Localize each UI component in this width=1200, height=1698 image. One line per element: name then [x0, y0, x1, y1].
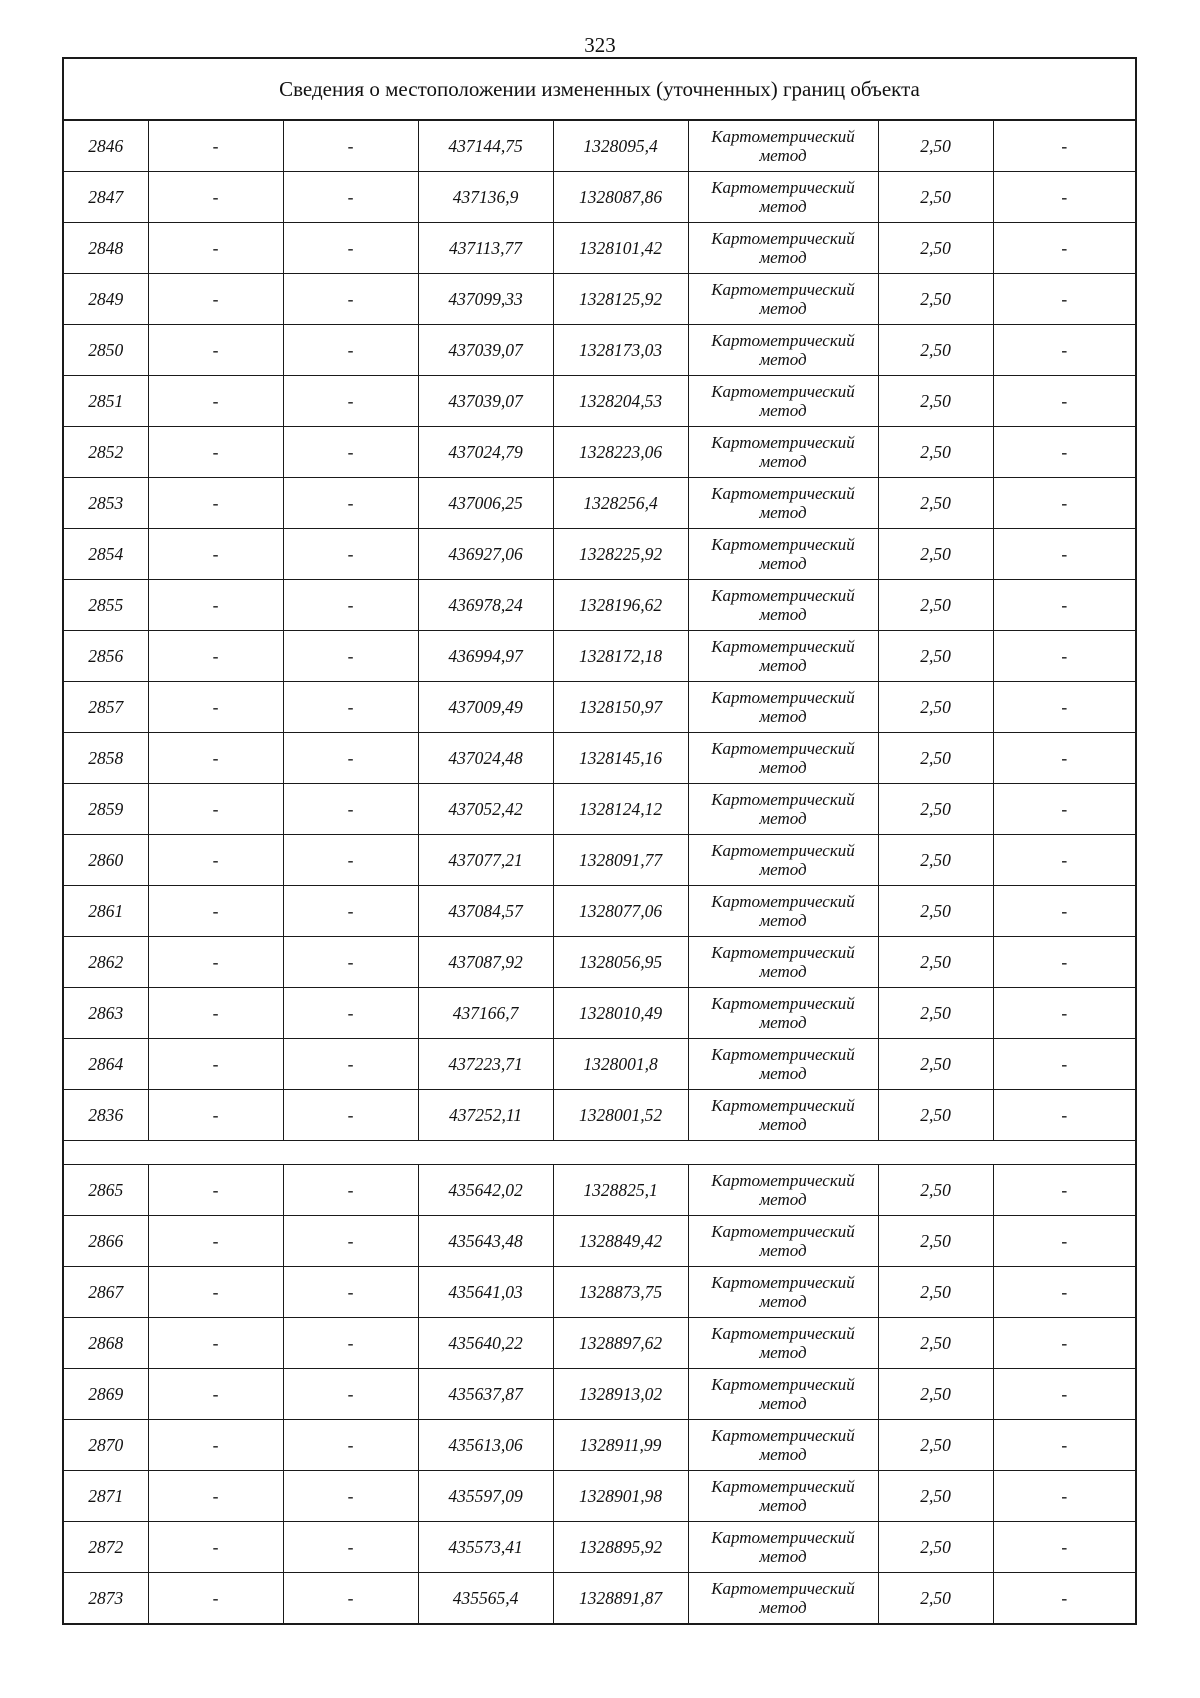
empty-dash-cell: -	[283, 427, 418, 478]
method-cell: Картометрический метод	[688, 1420, 878, 1471]
empty-dash-cell: -	[283, 376, 418, 427]
point-number-cell: 2836	[63, 1090, 148, 1141]
empty-dash-cell: -	[283, 937, 418, 988]
method-cell: Картометрический метод	[688, 478, 878, 529]
coordinate-x-cell: 437136,9	[418, 172, 553, 223]
table-row	[63, 1090, 1136, 1141]
method-cell: Картометрический метод	[688, 1573, 878, 1625]
point-number-cell: 2851	[63, 376, 148, 427]
point-number-cell: 2857	[63, 682, 148, 733]
empty-dash-cell: -	[283, 1471, 418, 1522]
coordinate-y-cell: 1328849,42	[553, 1216, 688, 1267]
empty-dash-cell: -	[283, 988, 418, 1039]
coordinate-y-cell: 1328204,53	[553, 376, 688, 427]
table-row	[63, 1369, 1136, 1420]
method-cell: Картометрический метод	[688, 325, 878, 376]
empty-dash-cell: -	[283, 1369, 418, 1420]
accuracy-cell: 2,50	[878, 1216, 993, 1267]
point-number-cell: 2855	[63, 580, 148, 631]
table-row	[63, 937, 1136, 988]
method-cell: Картометрический метод	[688, 1318, 878, 1369]
accuracy-cell: 2,50	[878, 1165, 993, 1216]
empty-dash-cell: -	[993, 274, 1136, 325]
empty-dash-cell: -	[283, 1420, 418, 1471]
group-separator-row	[63, 1141, 1136, 1165]
coordinate-x-cell: 437024,79	[418, 427, 553, 478]
empty-dash-cell: -	[993, 988, 1136, 1039]
coordinate-y-cell: 1328010,49	[553, 988, 688, 1039]
empty-dash-cell: -	[993, 580, 1136, 631]
method-cell: Картометрический метод	[688, 223, 878, 274]
point-number-cell: 2856	[63, 631, 148, 682]
table-row	[63, 1039, 1136, 1090]
empty-dash-cell: -	[148, 274, 283, 325]
empty-dash-cell: -	[148, 784, 283, 835]
method-cell: Картометрический метод	[688, 988, 878, 1039]
coordinate-y-cell: 1328172,18	[553, 631, 688, 682]
coordinate-x-cell: 437223,71	[418, 1039, 553, 1090]
page-number: 323	[584, 33, 616, 57]
accuracy-cell: 2,50	[878, 478, 993, 529]
accuracy-cell: 2,50	[878, 274, 993, 325]
coordinate-x-cell: 435643,48	[418, 1216, 553, 1267]
coordinate-y-cell: 1328056,95	[553, 937, 688, 988]
empty-dash-cell: -	[148, 631, 283, 682]
table-row	[63, 1318, 1136, 1369]
table-row	[63, 427, 1136, 478]
accuracy-cell: 2,50	[878, 1573, 993, 1625]
accuracy-cell: 2,50	[878, 937, 993, 988]
coordinate-x-cell: 437084,57	[418, 886, 553, 937]
empty-dash-cell: -	[283, 529, 418, 580]
coordinate-x-cell: 437006,25	[418, 478, 553, 529]
point-number-cell: 2852	[63, 427, 148, 478]
empty-dash-cell: -	[993, 1318, 1136, 1369]
point-number-cell: 2866	[63, 1216, 148, 1267]
coordinate-x-cell: 437039,07	[418, 376, 553, 427]
coordinate-x-cell: 435640,22	[418, 1318, 553, 1369]
empty-dash-cell: -	[993, 478, 1136, 529]
point-number-cell: 2848	[63, 223, 148, 274]
table-row	[63, 682, 1136, 733]
empty-dash-cell: -	[993, 1420, 1136, 1471]
empty-dash-cell: -	[148, 478, 283, 529]
method-cell: Картометрический метод	[688, 1165, 878, 1216]
empty-dash-cell: -	[993, 223, 1136, 274]
table-row	[63, 1267, 1136, 1318]
method-cell: Картометрический метод	[688, 529, 878, 580]
empty-dash-cell: -	[148, 1573, 283, 1625]
empty-dash-cell: -	[993, 631, 1136, 682]
coordinate-y-cell: 1328891,87	[553, 1573, 688, 1625]
empty-dash-cell: -	[148, 835, 283, 886]
empty-dash-cell: -	[283, 1039, 418, 1090]
boundary-table-container	[62, 57, 1135, 1625]
coordinate-y-cell: 1328901,98	[553, 1471, 688, 1522]
empty-dash-cell: -	[993, 1090, 1136, 1141]
method-cell: Картометрический метод	[688, 784, 878, 835]
empty-dash-cell: -	[283, 682, 418, 733]
coordinate-x-cell: 437052,42	[418, 784, 553, 835]
table-row	[63, 478, 1136, 529]
method-cell: Картометрический метод	[688, 120, 878, 172]
table-row	[63, 529, 1136, 580]
method-cell: Картометрический метод	[688, 1369, 878, 1420]
coordinate-x-cell: 437252,11	[418, 1090, 553, 1141]
coordinate-x-cell: 437166,7	[418, 988, 553, 1039]
accuracy-cell: 2,50	[878, 1522, 993, 1573]
empty-dash-cell: -	[283, 1573, 418, 1625]
coordinate-y-cell: 1328101,42	[553, 223, 688, 274]
method-cell: Картометрический метод	[688, 1522, 878, 1573]
empty-dash-cell: -	[148, 1522, 283, 1573]
empty-dash-cell: -	[993, 1039, 1136, 1090]
table-row	[63, 733, 1136, 784]
coordinate-x-cell: 435637,87	[418, 1369, 553, 1420]
empty-dash-cell: -	[283, 835, 418, 886]
empty-dash-cell: -	[993, 120, 1136, 172]
empty-dash-cell: -	[283, 274, 418, 325]
accuracy-cell: 2,50	[878, 223, 993, 274]
point-number-cell: 2861	[63, 886, 148, 937]
coordinate-x-cell: 437039,07	[418, 325, 553, 376]
coordinate-x-cell: 435573,41	[418, 1522, 553, 1573]
coordinate-x-cell: 437024,48	[418, 733, 553, 784]
table-row	[63, 1471, 1136, 1522]
empty-dash-cell: -	[148, 1090, 283, 1141]
coordinate-x-cell: 437144,75	[418, 120, 553, 172]
coordinate-y-cell: 1328077,06	[553, 886, 688, 937]
empty-dash-cell: -	[283, 784, 418, 835]
point-number-cell: 2853	[63, 478, 148, 529]
method-cell: Картометрический метод	[688, 1267, 878, 1318]
method-cell: Картометрический метод	[688, 376, 878, 427]
coordinate-x-cell: 437009,49	[418, 682, 553, 733]
empty-dash-cell: -	[993, 835, 1136, 886]
accuracy-cell: 2,50	[878, 988, 993, 1039]
method-cell: Картометрический метод	[688, 580, 878, 631]
method-cell: Картометрический метод	[688, 733, 878, 784]
table-row	[63, 1165, 1136, 1216]
point-number-cell: 2873	[63, 1573, 148, 1625]
empty-dash-cell: -	[148, 1039, 283, 1090]
point-number-cell: 2854	[63, 529, 148, 580]
coordinate-x-cell: 437087,92	[418, 937, 553, 988]
point-number-cell: 2847	[63, 172, 148, 223]
accuracy-cell: 2,50	[878, 1267, 993, 1318]
empty-dash-cell: -	[148, 1420, 283, 1471]
accuracy-cell: 2,50	[878, 835, 993, 886]
empty-dash-cell: -	[993, 1165, 1136, 1216]
method-cell: Картометрический метод	[688, 427, 878, 478]
method-cell: Картометрический метод	[688, 835, 878, 886]
empty-dash-cell: -	[993, 886, 1136, 937]
point-number-cell: 2860	[63, 835, 148, 886]
method-cell: Картометрический метод	[688, 886, 878, 937]
accuracy-cell: 2,50	[878, 1471, 993, 1522]
table-row	[63, 1573, 1136, 1625]
accuracy-cell: 2,50	[878, 784, 993, 835]
point-number-cell: 2871	[63, 1471, 148, 1522]
coordinate-y-cell: 1328223,06	[553, 427, 688, 478]
point-number-cell: 2872	[63, 1522, 148, 1573]
accuracy-cell: 2,50	[878, 733, 993, 784]
coordinate-x-cell: 437099,33	[418, 274, 553, 325]
coordinate-x-cell: 435642,02	[418, 1165, 553, 1216]
table-row	[63, 1216, 1136, 1267]
accuracy-cell: 2,50	[878, 172, 993, 223]
empty-dash-cell: -	[993, 376, 1136, 427]
coordinate-x-cell: 435641,03	[418, 1267, 553, 1318]
empty-dash-cell: -	[283, 631, 418, 682]
method-cell: Картометрический метод	[688, 172, 878, 223]
point-number-cell: 2863	[63, 988, 148, 1039]
empty-dash-cell: -	[148, 172, 283, 223]
empty-dash-cell: -	[993, 784, 1136, 835]
point-number-cell: 2849	[63, 274, 148, 325]
coordinate-y-cell: 1328145,16	[553, 733, 688, 784]
method-cell: Картометрический метод	[688, 1216, 878, 1267]
coordinate-y-cell: 1328913,02	[553, 1369, 688, 1420]
coordinate-x-cell: 436994,97	[418, 631, 553, 682]
accuracy-cell: 2,50	[878, 580, 993, 631]
accuracy-cell: 2,50	[878, 120, 993, 172]
empty-dash-cell: -	[283, 1522, 418, 1573]
method-cell: Картометрический метод	[688, 274, 878, 325]
table-row	[63, 120, 1136, 172]
empty-dash-cell: -	[993, 682, 1136, 733]
coordinate-y-cell: 1328895,92	[553, 1522, 688, 1573]
method-cell: Картометрический метод	[688, 937, 878, 988]
accuracy-cell: 2,50	[878, 325, 993, 376]
point-number-cell: 2862	[63, 937, 148, 988]
coordinate-y-cell: 1328897,62	[553, 1318, 688, 1369]
table-row	[63, 580, 1136, 631]
empty-dash-cell: -	[148, 376, 283, 427]
empty-dash-cell: -	[993, 1216, 1136, 1267]
coordinate-y-cell: 1328001,52	[553, 1090, 688, 1141]
coordinate-y-cell: 1328087,86	[553, 172, 688, 223]
empty-dash-cell: -	[283, 325, 418, 376]
accuracy-cell: 2,50	[878, 886, 993, 937]
coordinate-y-cell: 1328001,8	[553, 1039, 688, 1090]
point-number-cell: 2864	[63, 1039, 148, 1090]
empty-dash-cell: -	[148, 1369, 283, 1420]
empty-dash-cell: -	[148, 529, 283, 580]
accuracy-cell: 2,50	[878, 427, 993, 478]
coordinate-y-cell: 1328825,1	[553, 1165, 688, 1216]
coordinate-x-cell: 435565,4	[418, 1573, 553, 1625]
coordinate-x-cell: 436978,24	[418, 580, 553, 631]
point-number-cell: 2859	[63, 784, 148, 835]
empty-dash-cell: -	[993, 172, 1136, 223]
empty-dash-cell: -	[148, 120, 283, 172]
group-separator-cell	[63, 1141, 1136, 1165]
empty-dash-cell: -	[283, 733, 418, 784]
accuracy-cell: 2,50	[878, 1369, 993, 1420]
empty-dash-cell: -	[993, 1267, 1136, 1318]
empty-dash-cell: -	[283, 1090, 418, 1141]
table-row	[63, 1522, 1136, 1573]
empty-dash-cell: -	[993, 733, 1136, 784]
empty-dash-cell: -	[148, 223, 283, 274]
accuracy-cell: 2,50	[878, 1420, 993, 1471]
point-number-cell: 2867	[63, 1267, 148, 1318]
coordinate-y-cell: 1328091,77	[553, 835, 688, 886]
empty-dash-cell: -	[148, 1165, 283, 1216]
empty-dash-cell: -	[148, 1267, 283, 1318]
table-row	[63, 886, 1136, 937]
empty-dash-cell: -	[148, 1318, 283, 1369]
table-title: Сведения о местоположении измененных (уточненных) границ объекта	[63, 58, 1136, 120]
coordinate-y-cell: 1328256,4	[553, 478, 688, 529]
table-row	[63, 325, 1136, 376]
coordinate-y-cell: 1328173,03	[553, 325, 688, 376]
empty-dash-cell: -	[148, 937, 283, 988]
table-row	[63, 631, 1136, 682]
empty-dash-cell: -	[993, 325, 1136, 376]
point-number-cell: 2870	[63, 1420, 148, 1471]
empty-dash-cell: -	[148, 733, 283, 784]
table-row	[63, 1420, 1136, 1471]
empty-dash-cell: -	[283, 172, 418, 223]
empty-dash-cell: -	[993, 1522, 1136, 1573]
empty-dash-cell: -	[148, 682, 283, 733]
coordinate-x-cell: 436927,06	[418, 529, 553, 580]
empty-dash-cell: -	[993, 1573, 1136, 1625]
empty-dash-cell: -	[283, 120, 418, 172]
empty-dash-cell: -	[283, 223, 418, 274]
table-title-row	[63, 58, 1136, 120]
empty-dash-cell: -	[148, 988, 283, 1039]
empty-dash-cell: -	[283, 1165, 418, 1216]
coordinate-x-cell: 435613,06	[418, 1420, 553, 1471]
point-number-cell: 2869	[63, 1369, 148, 1420]
coordinate-y-cell: 1328124,12	[553, 784, 688, 835]
empty-dash-cell: -	[993, 1369, 1136, 1420]
point-number-cell: 2858	[63, 733, 148, 784]
coordinate-y-cell: 1328873,75	[553, 1267, 688, 1318]
accuracy-cell: 2,50	[878, 376, 993, 427]
table-row	[63, 376, 1136, 427]
method-cell: Картометрический метод	[688, 1039, 878, 1090]
empty-dash-cell: -	[148, 427, 283, 478]
empty-dash-cell: -	[993, 529, 1136, 580]
method-cell: Картометрический метод	[688, 631, 878, 682]
empty-dash-cell: -	[148, 580, 283, 631]
coordinate-y-cell: 1328911,99	[553, 1420, 688, 1471]
accuracy-cell: 2,50	[878, 1039, 993, 1090]
empty-dash-cell: -	[993, 427, 1136, 478]
table-row	[63, 784, 1136, 835]
coordinate-y-cell: 1328196,62	[553, 580, 688, 631]
method-cell: Картометрический метод	[688, 1471, 878, 1522]
empty-dash-cell: -	[283, 580, 418, 631]
empty-dash-cell: -	[283, 1267, 418, 1318]
empty-dash-cell: -	[993, 937, 1136, 988]
coordinate-y-cell: 1328125,92	[553, 274, 688, 325]
point-number-cell: 2846	[63, 120, 148, 172]
point-number-cell: 2850	[63, 325, 148, 376]
empty-dash-cell: -	[148, 1216, 283, 1267]
table-row	[63, 223, 1136, 274]
accuracy-cell: 2,50	[878, 529, 993, 580]
empty-dash-cell: -	[283, 478, 418, 529]
accuracy-cell: 2,50	[878, 682, 993, 733]
method-cell: Картометрический метод	[688, 682, 878, 733]
accuracy-cell: 2,50	[878, 631, 993, 682]
coordinate-x-cell: 437077,21	[418, 835, 553, 886]
accuracy-cell: 2,50	[878, 1318, 993, 1369]
accuracy-cell: 2,50	[878, 1090, 993, 1141]
coordinate-y-cell: 1328150,97	[553, 682, 688, 733]
empty-dash-cell: -	[148, 1471, 283, 1522]
empty-dash-cell: -	[283, 1318, 418, 1369]
coordinate-x-cell: 435597,09	[418, 1471, 553, 1522]
empty-dash-cell: -	[283, 886, 418, 937]
empty-dash-cell: -	[148, 886, 283, 937]
point-number-cell: 2868	[63, 1318, 148, 1369]
coordinate-x-cell: 437113,77	[418, 223, 553, 274]
boundary-coordinates-table	[62, 57, 1137, 1625]
table-row	[63, 172, 1136, 223]
table-row	[63, 274, 1136, 325]
empty-dash-cell: -	[993, 1471, 1136, 1522]
empty-dash-cell: -	[283, 1216, 418, 1267]
coordinate-y-cell: 1328095,4	[553, 120, 688, 172]
point-number-cell: 2865	[63, 1165, 148, 1216]
table-row	[63, 988, 1136, 1039]
method-cell: Картометрический метод	[688, 1090, 878, 1141]
empty-dash-cell: -	[148, 325, 283, 376]
table-row	[63, 835, 1136, 886]
coordinate-y-cell: 1328225,92	[553, 529, 688, 580]
